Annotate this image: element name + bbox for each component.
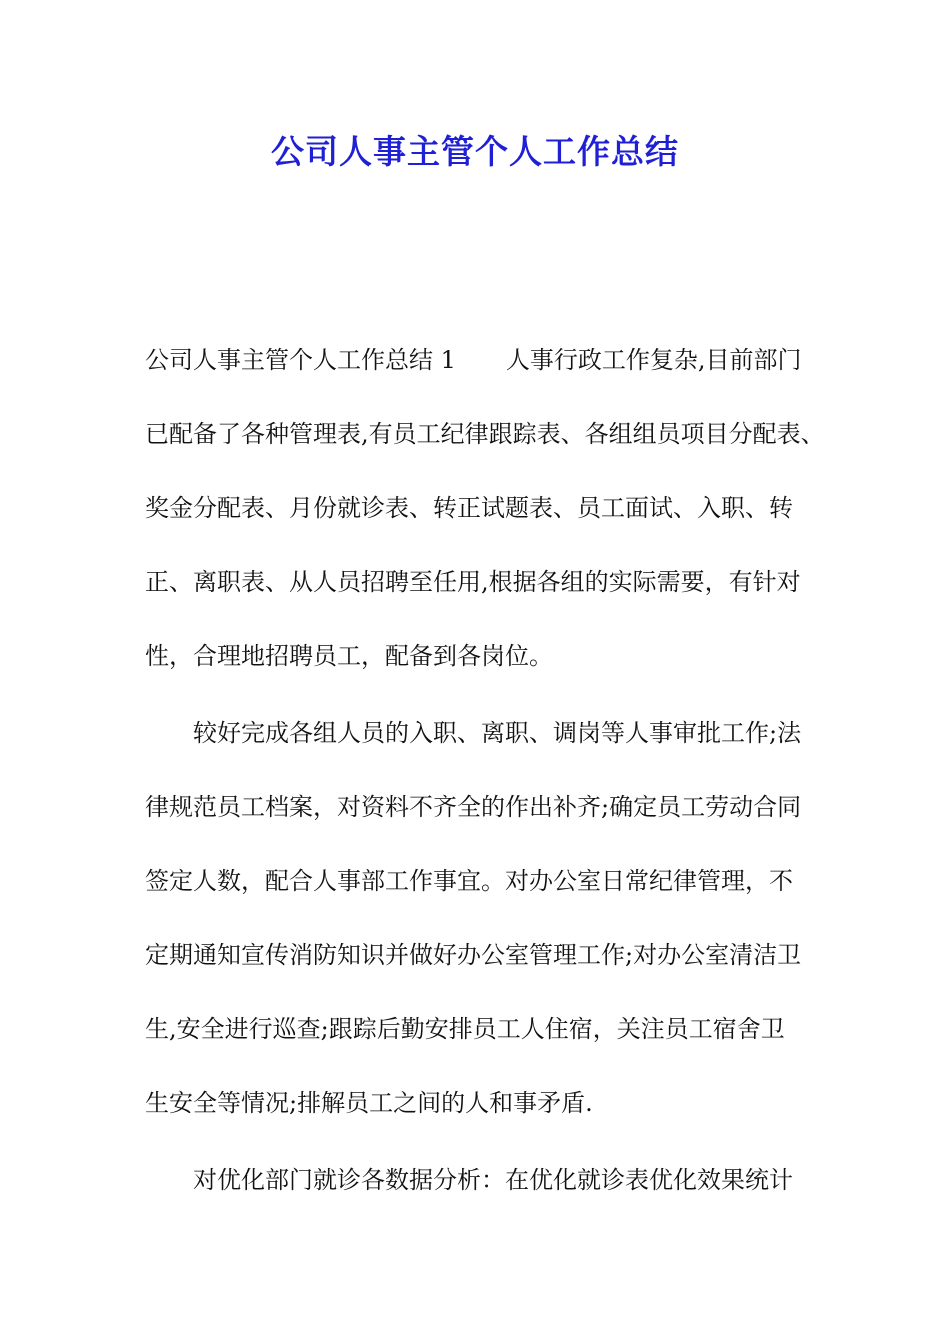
paragraph-2-line-5: 生,安全进行巡查;跟踪后勤安排员工人住宿，关注员工宿舍卫: [145, 1015, 785, 1043]
paragraph-1-line-1: [145, 340, 845, 380]
paragraph-3-line-1: 对优化部门就诊各数据分析：在优化就诊表优化效果统计: [193, 1166, 793, 1194]
section-heading: 公司人事主管个人工作总结 1: [145, 346, 456, 374]
document-title: 公司人事主管个人工作总结: [271, 132, 679, 171]
paragraph-2-line-2: 律规范员工档案，对资料不齐全的作出补齐;确定员工劳动合同: [145, 793, 802, 821]
paragraph-2-line-6: 生安全等情况;排解员工之间的人和事矛盾.: [145, 1089, 593, 1117]
paragraph-1-line-1-text: 人事行政工作复杂,目前部门: [505, 346, 802, 374]
paragraph-2-line-3: 签定人数，配合人事部工作事宜。对办公室日常纪律管理，不: [145, 867, 793, 895]
paragraph-1-line-2: 已配备了各种管理表,有员工纪律跟踪表、各组组员项目分配表、: [145, 420, 825, 448]
paragraph-1-line-3: 奖金分配表、月份就诊表、转正试题表、员工面试、入职、转: [145, 494, 793, 522]
paragraph-2-line-1: 较好完成各组人员的入职、离职、调岗等人事审批工作;法: [193, 719, 802, 747]
paragraph-1-line-5: 性，合理地招聘员工，配备到各岗位。: [145, 642, 553, 670]
paragraph-1-line-4: 正、离职表、从人员招聘至任用,根据各组的实际需要，有针对: [145, 568, 801, 596]
paragraph-2-line-4: 定期通知宣传消防知识并做好办公室管理工作;对办公室清洁卫: [145, 941, 802, 969]
